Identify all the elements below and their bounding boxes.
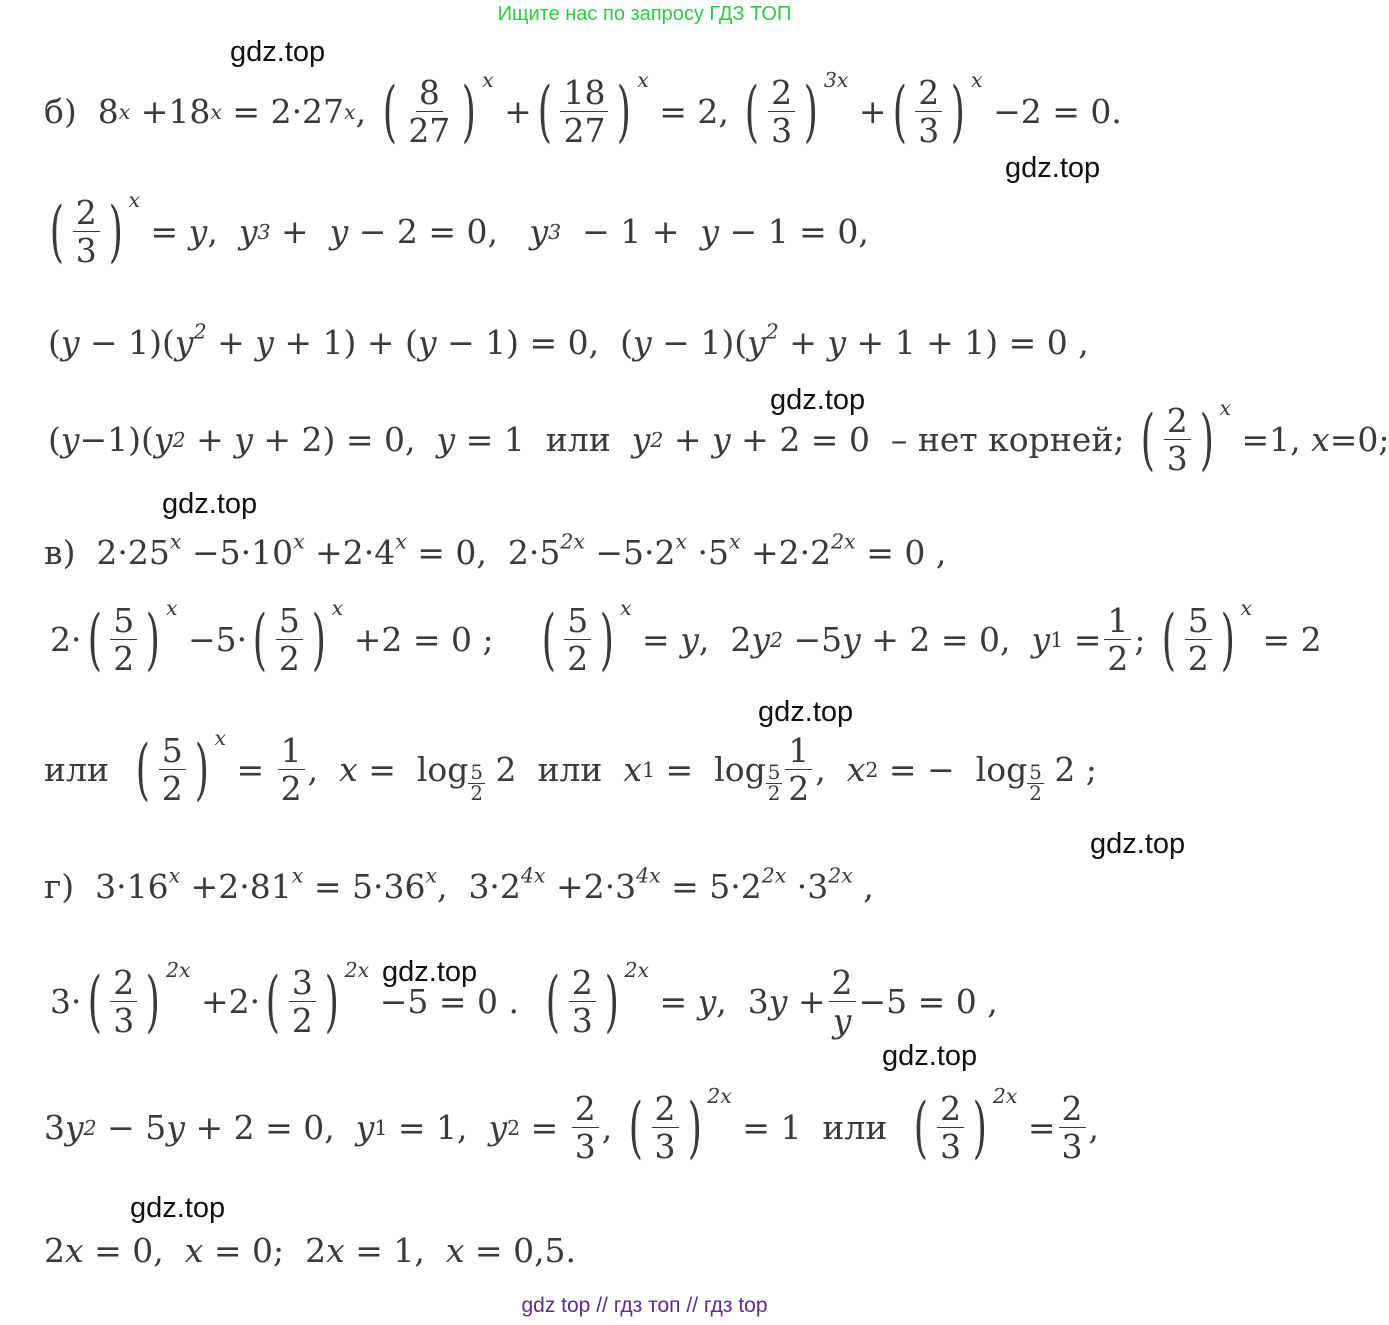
formula-line-v3: или ( $\frac{5}{2}$ ) x = $\frac{1}{2}$ , x = log 5 2 2 или x 1 = log 5 2 $\frac{1}{2}$ , x 2 = − log 5 2 2 ; — [44, 726, 1097, 808]
or-word: или — [545, 420, 611, 459]
formula-line-b1: б) 8 x +18 x = 2·27 x , ( $\frac{8}{27}$ ) x + ( $\frac{18}{27}$ ) x = 2, ( $\frac{2}{3}$ ) 3x + ( $\frac{2}{3}$ ) x −2 = 0. — [44, 68, 1122, 150]
formula-line-b3: $(y - 1)(y^2 + y + 1) + (y - 1) = 0$, $(y - 1)(y^2 + y + 1 + 1) = 0$ , — [48, 319, 1089, 362]
formula-line-v2: 2· ( $\frac{5}{2}$ ) x −5· ( $\frac{5}{2}$ ) x +2 = 0 ; ( $\frac{5}{2}$ ) x = y , 2 y 2 −5 y + 2 = 0, y 1 = $\frac{1}{2}$ ; ( $\frac{5}{2}$ ) x = 2 — [50, 596, 1322, 678]
formula-line-g3: 3 y 2 − 5 y + 2 = 0, y 1 = 1, y 2 = $\frac{2}{3}$ , ( $\frac{2}{3}$ ) 2x = 1 или ( $\frac{2}{3}$ ) 2x = $\frac{2}{3}$ , — [44, 1084, 1100, 1166]
watermark: gdz.top — [130, 1192, 226, 1224]
formula-line-g4: 2x = 0, x = 0; 2x = 1, x = 0,5. — [44, 1231, 577, 1270]
watermark: gdz.top — [1090, 828, 1186, 860]
or-word: или — [44, 750, 109, 789]
watermark: gdz.top — [770, 384, 866, 416]
watermark: gdz.top — [882, 1040, 978, 1072]
watermark: gdz.top — [230, 36, 326, 68]
footer-links[interactable]: gdz top // гдз топ // гдз top — [521, 1294, 768, 1317]
or-word: или — [537, 750, 603, 789]
part-label-b: б) — [44, 92, 77, 131]
formula-line-g1: г) $3\cdot 16^x +2\cdot 81^x = 5\cdot 36^x$, $3\cdot 2^{4x} +2\cdot 3^{4x} = 5\cdot 2^{2x} \cdot 3^{2x}$ , — [44, 863, 874, 906]
watermark: gdz.top — [1005, 152, 1101, 184]
formula-line-b4: ( y −1)( y 2 + y + 2) = 0, y = 1 или y 2 + y + 2 = 0 – нет корней; ( $\frac{2}{3}$ ) x =1, x =0; — [48, 396, 1389, 478]
watermark: gdz.top — [758, 696, 854, 728]
or-word: или — [822, 1108, 888, 1147]
formula-line-b2: ( $\frac{2}{3}$ ) x = y , y 3 + y − 2 = 0, y 3 − 1 + y − 1 = 0, — [49, 188, 869, 270]
formula-line-v1: в) $2\cdot 25^x -5\cdot 10^x +2\cdot 4^x = 0$, $2\cdot 5^{2x} -5\cdot 2^x \cdot 5^x +2\cdot 2^{2x} = 0$ , — [44, 529, 947, 572]
no-roots-text: – нет корней; — [890, 420, 1125, 459]
part-label-g: г) — [44, 867, 75, 906]
watermark: gdz.top — [162, 488, 258, 520]
part-label-v: в) — [44, 533, 76, 572]
watermark: gdz.top — [382, 956, 478, 988]
top-banner[interactable]: Ищите нас по запросу ГДЗ ТОП — [497, 3, 792, 25]
formula-line-g2: 3· ( $\frac{2}{3}$ ) 2x +2· ( $\frac{3}{2}$ ) 2x −5 = 0 . ( $\frac{2}{3}$ ) 2x = y , 3 y + $\frac{2}{y}$ −5 = 0 , — [50, 958, 998, 1040]
